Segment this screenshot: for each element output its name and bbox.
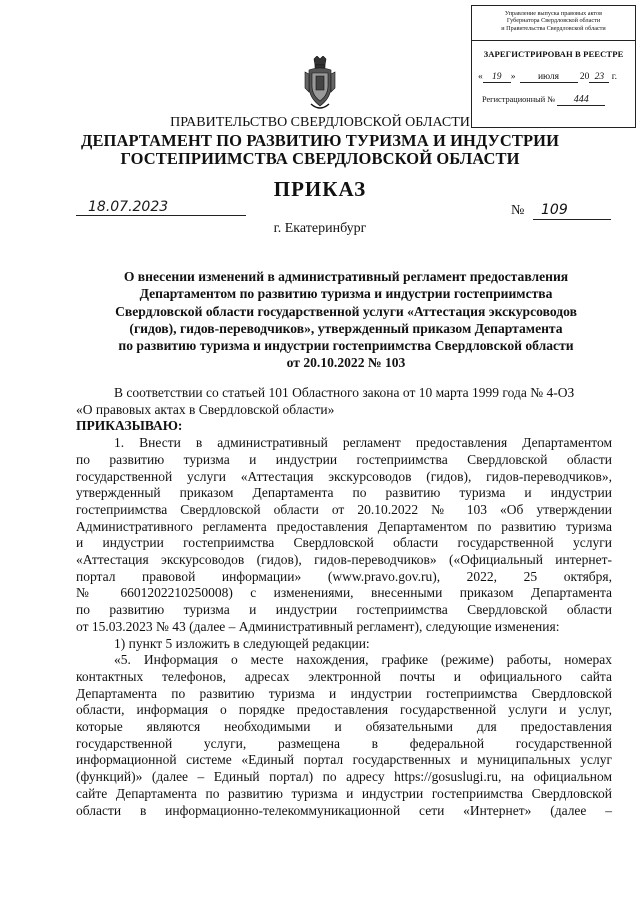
stamp-header-line: Губернатора Свердловской области [506, 17, 601, 25]
document-type: ПРИКАЗ [273, 177, 367, 201]
item1-line: по развитию туризма и индустрии гостеприимства Свердловской области [76, 451, 612, 467]
item1-line: «Аттестация экскурсоводов (гидов), гидов-переводчиков» («Официальный интернет- [76, 552, 612, 568]
stamp-registered-label: ЗАРЕГИСТРИРОВАН В РЕЕСТРЕ [483, 49, 624, 59]
number-label: № [511, 203, 525, 218]
document-title [80, 268, 612, 372]
quote-line: контактных телефонов, адресах электронной почты и официального сайта [76, 668, 612, 684]
stamp-reg-number-label: Регистрационный № [482, 95, 556, 104]
title-line: Свердловской области государственной услуги «Аттестация экскурсоводов [115, 303, 577, 319]
handwritten-number: 109 [541, 202, 568, 218]
date-underline [76, 215, 246, 216]
title-line: по развитию туризма и индустрии гостеприимства Свердловской области [118, 338, 574, 354]
intro-line: «О правовых актах в Свердловской области» [76, 401, 335, 417]
stamp-reg-number-value: 444 [557, 94, 605, 106]
stamp-header-line: и Правительства Свердловской области [501, 24, 606, 32]
stamp-date: « 19 » июля 20 23 г. [478, 72, 617, 82]
item1-line: от 15.03.2023 № 43 (далее – Административный регламент), следующие изменения: [76, 618, 560, 634]
item1-line: гостеприимства Свердловской области от 20.10.2022 № 103 «Об утверждении [76, 501, 612, 517]
item1-line: 1. Внести в административный регламент предоставления Департаментом [114, 435, 612, 451]
title-line: Департаментом по развитию туризма и индустрии гостеприимства [139, 286, 553, 302]
stamp-reg-number [472, 94, 635, 106]
stamp-year-prefix: 20 [579, 72, 590, 82]
item1-line: государственной услуги «Аттестация экскурсоводов (гидов), гидов-переводчиков», [76, 468, 612, 484]
item1-line: Административного регламента предоставления Департаментом по развитию туризма [76, 518, 612, 534]
registry-stamp [471, 5, 636, 128]
quote-line: Департамента по развитию туризма и индустрии гостеприимства Свердловской [76, 685, 612, 701]
item1-line: портал правовой информации» (www.pravo.gov.ru), 2022, 25 октября, [76, 568, 612, 584]
city: г. Екатеринбург [273, 221, 367, 236]
document-body [76, 385, 612, 819]
quote-line: (функций)» (далее – Единый портал) по адресу https://gosuslugi.ru, на официальном [76, 769, 612, 785]
item1-line: по развитию туризма и индустрии гостеприимства Свердловской области [76, 602, 612, 618]
title-line: О внесении изменений в административный регламент предоставления [123, 269, 569, 284]
number-underline [533, 219, 611, 220]
quote-line: сайте Департамента по развитию туризма и индустрии гостеприимства Свердловской [76, 785, 612, 801]
quote-line: которые являются необходимыми и обязательными для предоставления [76, 719, 612, 735]
stamp-header [472, 6, 635, 41]
department-name-line2: ГОСТЕПРИИМСТВА СВЕРДЛОВСКОЙ ОБЛАСТИ [120, 149, 520, 168]
stamp-header-line: Управление выпуска правовых актов [504, 10, 603, 17]
coat-of-arms-emblem-icon [303, 56, 337, 112]
item1-line: утвержденный приказом Департамента по развитию туризма и индустрии [76, 485, 612, 501]
subitem1: 1) пункт 5 изложить в следующей редакции: [114, 635, 370, 651]
quote-line: информационной системе «Единый портал государственных и муниципальных услуг [76, 752, 612, 768]
intro-line: В соответствии со статьей 101 Областного закона от 10 марта 1999 года № 4-ОЗ [114, 385, 575, 400]
item1-line: № 6601202210250008) с изменениями, внесенными приказом Департамента [76, 585, 612, 601]
title-line: от 20.10.2022 № 103 [286, 355, 406, 371]
stamp-month: июля [520, 72, 578, 83]
item1-line: и индустрии гостеприимства Свердловской области государственной услуги [76, 535, 612, 551]
title-line: (гидов), гидов-переводчиков», утвержденный приказом Департамента [129, 320, 563, 336]
stamp-day: 19 [483, 72, 511, 83]
quote-line: области, информация о порядке предоставления государственной услуги и услуг, [76, 702, 612, 718]
stamp-year: 23 [589, 72, 609, 83]
stamp-year-unit: г. [611, 72, 617, 82]
quote-line: «5. Информация о месте нахождения, графике (режиме) работы, номерах [114, 652, 612, 668]
quote-line: государственной услуги, размещена в федеральной государственной [76, 735, 612, 751]
quote-line: области в информационно-телекоммуникационной сети «Интернет» (далее – [76, 802, 612, 818]
handwritten-date: 18.07.2023 [88, 199, 169, 215]
order-word: ПРИКАЗЫВАЮ: [76, 418, 183, 434]
government-name: ПРАВИТЕЛЬСТВО СВЕРДЛОВСКОЙ ОБЛАСТИ [170, 115, 470, 130]
department-name-line1: ДЕПАРТАМЕНТ ПО РАЗВИТИЮ ТУРИЗМА И ИНДУСТРИИ [81, 131, 559, 150]
